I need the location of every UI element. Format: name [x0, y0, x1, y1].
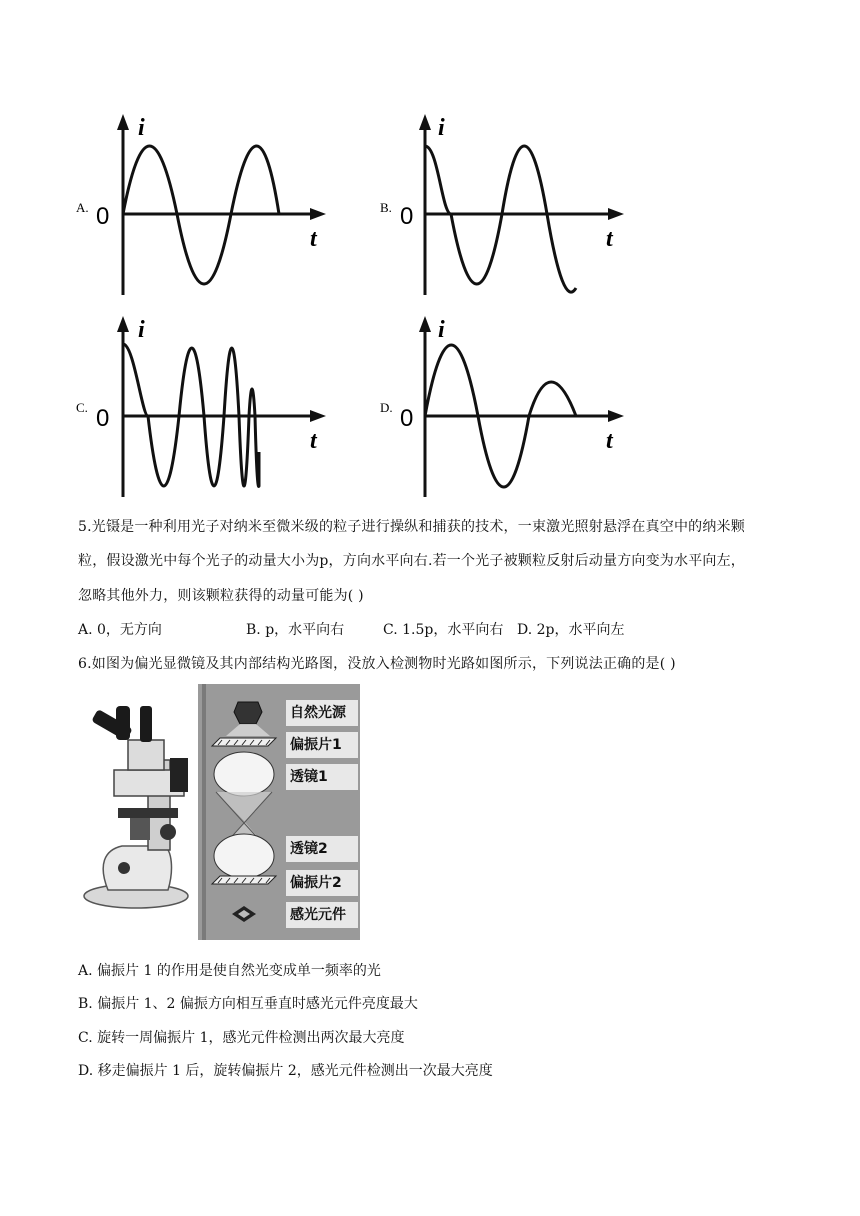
q6-choice-b[interactable]: B. 偏振片 1、2 偏振方向相互垂直时感光元件亮度最大 — [78, 996, 418, 1012]
origin-label: 0 — [96, 405, 110, 432]
graph-d — [380, 312, 640, 502]
microscope-illustration — [78, 700, 198, 910]
y-axis-label: i — [438, 317, 445, 343]
y-arrow — [117, 114, 129, 130]
q6-choice-d[interactable]: D. 移走偏振片 1 后，旋转偏振片 2，感光元件检测出一次最大亮度 — [78, 1063, 493, 1079]
x-axis-label: t — [606, 226, 613, 252]
y-axis-label: i — [138, 115, 145, 141]
label-lens-2: 透镜2 — [286, 836, 358, 862]
label-photosensitive-element: 感光元件 — [286, 902, 358, 928]
x-arrow — [310, 208, 326, 220]
q5-line-3: 忽略其他外力，则该颗粒获得的动量可能为( ) — [78, 588, 364, 604]
option-label: C. — [76, 400, 88, 415]
x-axis-label: t — [606, 428, 613, 454]
y-arrow — [419, 316, 431, 332]
label-polarizer-1: 偏振片1 — [286, 732, 358, 758]
graph-b — [380, 110, 640, 300]
option-label: A. — [76, 200, 89, 215]
optical-path-diagram — [198, 684, 360, 940]
origin-label: 0 — [400, 405, 414, 432]
label-lens-1: 透镜1 — [286, 764, 358, 790]
x-arrow — [608, 410, 624, 422]
q5-line-2: 粒，假设激光中每个光子的动量大小为p，方向水平向右.若一个光子被颗粒反射后动量方向变为水平向左， — [78, 553, 746, 569]
q5-choice-b[interactable]: B. p，水平向右 — [246, 622, 345, 638]
y-arrow — [419, 114, 431, 130]
option-label: D. — [380, 400, 393, 415]
option-label: B. — [380, 200, 392, 215]
q5-choice-a[interactable]: A. 0，无方向 — [78, 622, 162, 638]
curve — [425, 146, 576, 292]
x-axis-label: t — [310, 226, 317, 252]
x-arrow — [310, 410, 326, 422]
label-natural-light-source: 自然光源 — [286, 700, 358, 726]
q5-choice-c[interactable]: C. 1.5p，水平向右 — [383, 622, 504, 638]
x-axis-label: t — [310, 428, 317, 454]
q6-stem: 6.如图为偏光显微镜及其内部结构光路图，没放入检测物时光路如图所示，下列说法正确的是( ) — [78, 656, 676, 672]
q6-choice-a[interactable]: A. 偏振片 1 的作用是使自然光变成单一频率的光 — [78, 963, 381, 979]
y-axis-label: i — [438, 115, 445, 141]
q6-choice-c[interactable]: C. 旋转一周偏振片 1，感光元件检测出两次最大亮度 — [78, 1030, 405, 1046]
x-arrow — [608, 208, 624, 220]
q5-choice-d[interactable]: D. 2p，水平向左 — [517, 622, 625, 638]
origin-label: 0 — [400, 203, 414, 230]
y-axis-label: i — [138, 317, 145, 343]
origin-label: 0 — [96, 203, 110, 230]
label-polarizer-2: 偏振片2 — [286, 870, 358, 896]
q5-line-1: 5.光镊是一种利用光子对纳米至微米级的粒子进行操纵和捕获的技术，一束激光照射悬浮在真空中的纳米颗 — [78, 519, 745, 535]
graph-c — [76, 312, 336, 502]
graph-a — [76, 110, 336, 300]
y-arrow — [117, 316, 129, 332]
